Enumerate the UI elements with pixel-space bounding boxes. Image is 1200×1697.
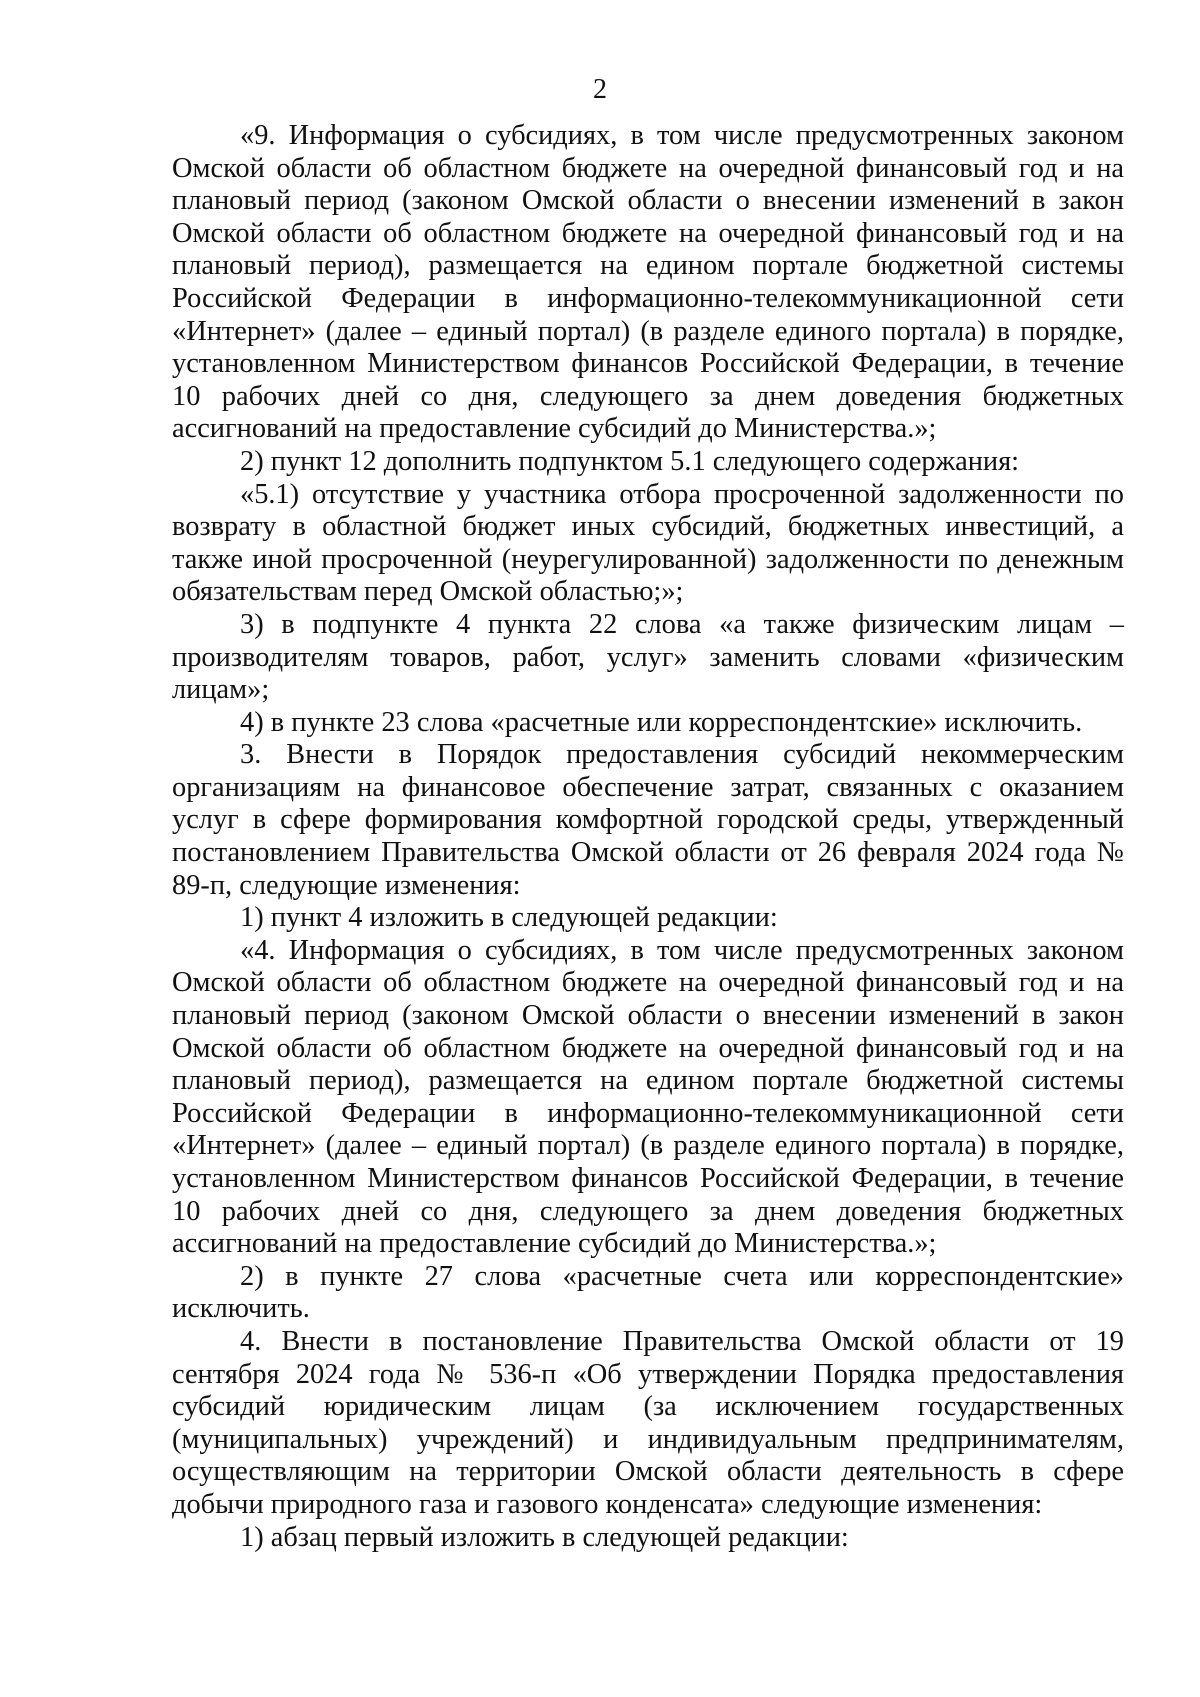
page-number: 2 [593,74,607,105]
paragraph-section-4: 4. Внести в постановление Правительства Омской области от 19 сентября 2024 года № 536-п «Об утверждении Порядка предоставления субсидий юридическим лицам (за исключением государственных (муниципальных) учреждений) и индивидуальным предпринимателям, осуществляющим на территории Омской области деятельность в сфере добычи природного газа и газового конденсата» следующие изменения: [172,1325,1124,1520]
paragraph-item-1-first-indent: 1) абзац первый изложить в следующей редакции: [240,1521,849,1553]
paragraph-clause-4: «4. Информация о субсидиях, в том числе предусмотренных законом Омской области об областном бюджете на очередной финансовый год и на плановый период (законом Омской области о внесении изменений в закон Омской области об областном бюджете на очередной финансовый год и на плановый период), размещается на едином портале бюджетной системы Российской Федерации в информационно-телекоммуникационной сети «Интернет» (далее – единый портал) (в разделе единого портала) в порядке, установленном Министерством финансов Российской Федерации, в течение 10 рабочих дней со дня, следующего за днем доведения бюджетных ассигнований на предоставление субсидий до Министерства.»; [172,934,1124,1260]
paragraph-item-2-point-27: 2) в пункте 27 слова «расчетные счета или корреспондентские» исключить. [172,1260,1124,1325]
paragraph-item-1-point-4: 1) пункт 4 изложить в следующей редакции: [240,902,778,934]
paragraph-subclause-5-1: «5.1) отсутствие у участника отбора просроченной задолженности по возврату в областной бюджет иных субсидий, бюджетных инвестиций, а также иной просроченной (неурегулированной) задолженности по денежным обязательствам перед Омской областью;»; [172,478,1124,608]
paragraph-section-3: 3. Внести в Порядок предоставления субсидий некоммерческим организациям на финансовое обеспечение затрат, связанных с оказанием услуг в сфере формирования комфортной городской среды, утвержденный постановлением Правительства Омской области от 26 февраля 2024 года № 89-п, следующие изменения: [172,739,1124,901]
paragraph-item-4-point-23: 4) в пункте 23 слова «расчетные или корреспондентские» исключить. [240,706,1083,738]
document-body [172,120,1124,1554]
paragraph-clause-9: «9. Информация о субсидиях, в том числе предусмотренных законом Омской области об областном бюджете на очередной финансовый год и на плановый период (законом Омской области о внесении изменений в закон Омской области об областном бюджете на очередной финансовый год и на плановый период), размещается на едином портале бюджетной системы Российской Федерации в информационно-телекоммуникационной сети «Интернет» (далее – единый портал) (в разделе единого портала) в порядке, установленном Министерством финансов Российской Федерации, в течение 10 рабочих дней со дня, следующего за днем доведения бюджетных ассигнований на предоставление субсидий до Министерства.»; [172,120,1124,445]
paragraph-item-3-point-22: 3) в подпункте 4 пункта 22 слова «а также физическим лицам – производителям товаров, работ, услуг» заменить словами «физическим лицам»; [172,608,1124,706]
paragraph-item-2-point-12: 2) пункт 12 дополнить подпунктом 5.1 следующего содержания: [240,445,1020,477]
